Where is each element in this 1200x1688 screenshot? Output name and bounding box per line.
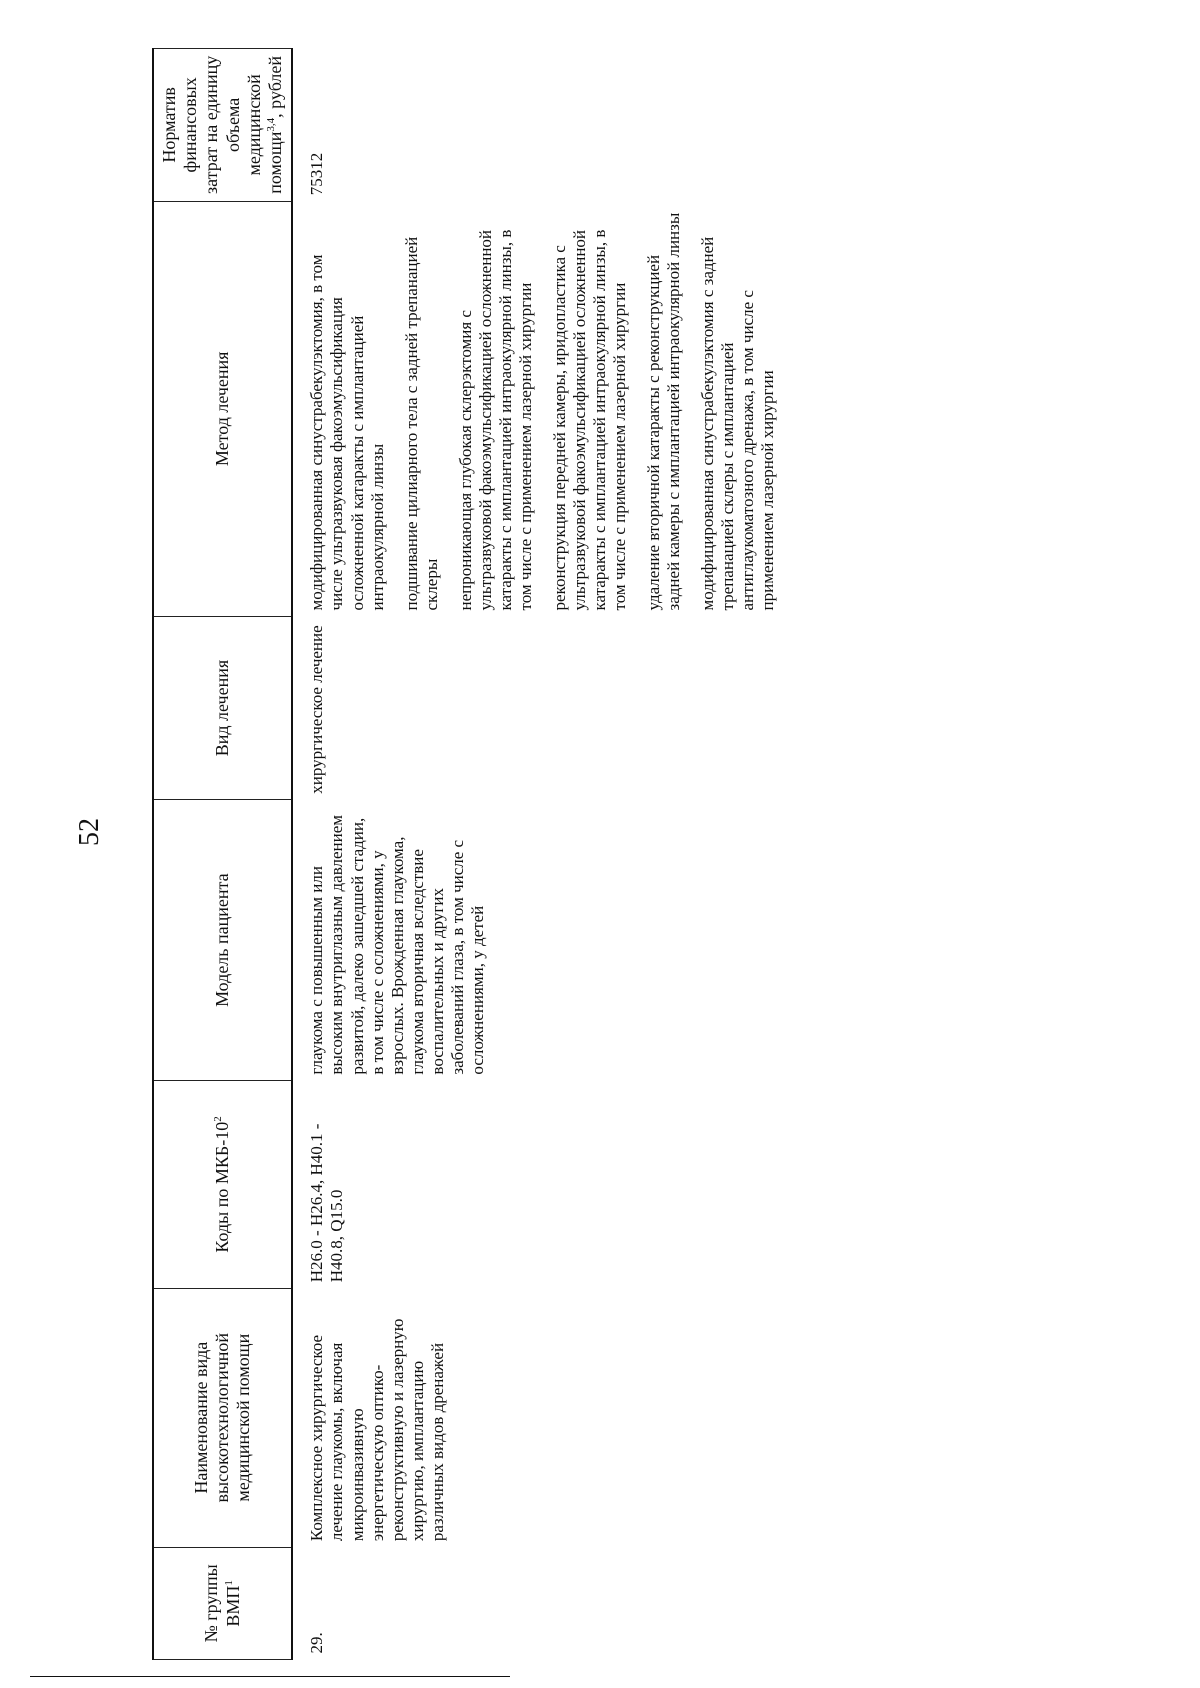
vmp-table — [152, 48, 798, 1660]
cell-codes: H26.0 - H26.4, H40.1 - H40.8, Q15.0 — [307, 1123, 347, 1283]
cell-method — [292, 201, 798, 616]
cell-group: 29. — [307, 1632, 327, 1654]
method-item: удаление вторичной катаракты с реконструкцией задней камеры с имплантацией интраокулярной линзы — [644, 212, 684, 611]
method-item: модифицированная синустрабекулэктомия с задней трепанацией склеры с имплантацией антиглаукоматозного дренажа, в том числе с применением лазерной хирургии — [698, 236, 778, 611]
header-name: Наименование вида высокотехнологичной медицинской помощи — [153, 1288, 292, 1547]
table-row — [292, 49, 798, 1660]
header-group: № группы ВМП$^1$ — [153, 1547, 292, 1659]
method-item: подшивание цилиарного тела с задней трепанацией склеры — [401, 236, 441, 611]
page-number: 52 — [74, 818, 105, 846]
cell-name: Комплексное хирургическое лечение глаукомы, включая микроинвазивную энергетическую оптико-реконструктивную и лазерную хирургию, имплантацию различных видов дренажей — [307, 1318, 447, 1542]
cell-model: глаукома с повышенным или высоким внутриглазным давлением развитой, далеко зашедшей стадии, в том числе с осложнениями, у взрослых. Врожденная глаукома, глаукома вторичная вследствие воспалительных и других заболеваний глаза, в том числе с осложнениями, у детей — [307, 814, 487, 1075]
cell-norm: 75312 — [307, 152, 327, 196]
header-codes: Коды по МКБ-$10^2$ — [153, 1081, 292, 1289]
rotated-table-sheet — [152, 48, 1032, 1660]
table-header-row — [153, 49, 292, 1660]
header-kind: Вид лечения — [153, 616, 292, 799]
method-item: модифицированная синустрабекулэктомия, в том числе ультразвуковая факоэмульсификация осложненной катаракты с имплантацией интраокулярной линзы — [307, 254, 387, 611]
method-item: непроникающая глубокая склерэктомия с ультразвуковой факоэмульсификацией осложненной катаракты с имплантацией интраокулярной линзы, в том числе с применением лазерной хирургии — [455, 229, 535, 611]
header-norm: Норматив финансовых затрат на единицу объема медицинской помощи$^{3,4}$, рублей — [153, 49, 292, 202]
method-item: реконструкция передней камеры, иридопластика с ультразвуковой факоэмульсификацией осложненной катаракты с имплантацией интраокулярной линзы, в том числе с применением лазерной хирургии — [549, 229, 630, 611]
header-method: Метод лечения — [153, 201, 292, 616]
cell-kind: хирургическое лечение — [307, 625, 327, 794]
header-model: Модель пациента — [153, 800, 292, 1081]
footnote-divider — [30, 1676, 510, 1677]
